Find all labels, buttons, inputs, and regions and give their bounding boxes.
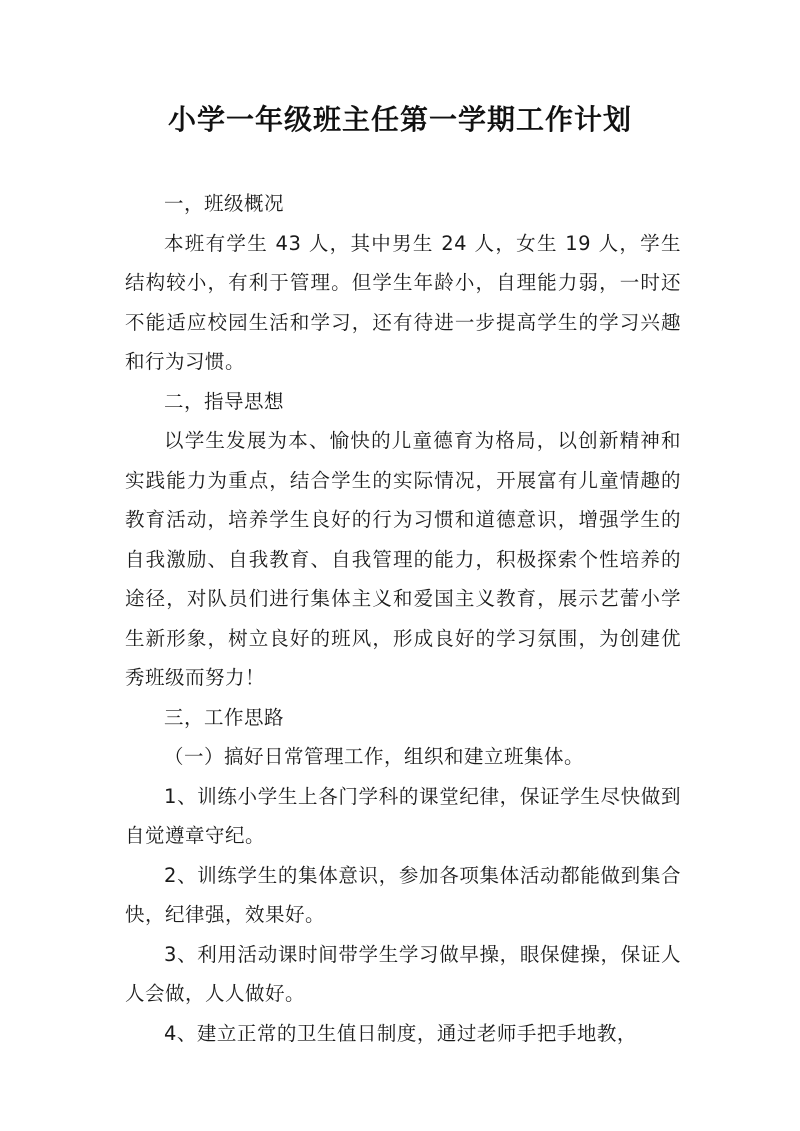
document-title: 小学一年级班主任第一学期工作计划 bbox=[167, 103, 632, 136]
paragraph-guiding-ideas: 以学生发展为本、愉快的儿童德育为格局，以创新精神和实践能力为重点，结合学生的实际情况，开展富有儿童情趣的教育活动，培养学生良好的行为习惯和道德意识，增强学生的自我激励、自我教育、自我管理的能力，积极探索个性培养的途径，对队员们进行集体主义和爱国主义教育，展示艺蕾小学生新形象，树立良好的班风，形成良好的学习氛围，为创建优秀班级而努力！ bbox=[125, 429, 681, 689]
section-heading-work-approach: 三，工作思路 bbox=[164, 705, 285, 729]
document-body bbox=[125, 184, 681, 1053]
list-item-4: 4、建立正常的卫生值日制度，通过老师手把手地教， bbox=[164, 1021, 637, 1045]
paragraph-class-overview: 本班有学生 43 人，其中男生 24 人，女生 19 人，学生结构较小，有利于管理。但学生年龄小，自理能力弱，一时还不能适应校园生活和学习，还有待进一步提高学生的学习兴趣和行为习惯。 bbox=[125, 231, 681, 373]
list-item-3: 3、利用活动课时间带学生学习做早操，眼保健操，保证人人会做，人人做好。 bbox=[125, 942, 681, 1005]
section-heading-class-overview: 一，班级概况 bbox=[164, 192, 285, 215]
list-item-2: 2、训练学生的集体意识，参加各项集体活动都能做到集合快，纪律强，效果好。 bbox=[125, 863, 681, 926]
subsection-heading-daily-management: （一）搞好日常管理工作，组织和建立班集体。 bbox=[164, 745, 585, 768]
section-heading-guiding-ideas: 二，指导思想 bbox=[164, 389, 285, 413]
list-item-1: 1、训练小学生上各门学科的课堂纪律，保证学生尽快做到自觉遵章守纪。 bbox=[125, 784, 681, 847]
